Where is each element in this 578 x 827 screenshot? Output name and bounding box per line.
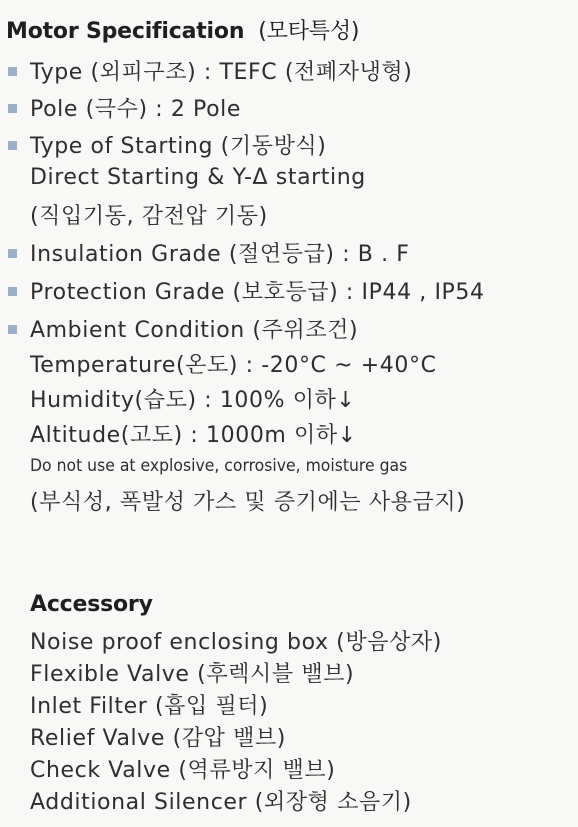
- spec-starting-detail: Direct Starting & Y-Δ starting: [30, 165, 366, 190]
- bullet-icon: [8, 249, 17, 258]
- bullet-icon: [8, 325, 17, 334]
- motor-spec-title-en: Motor Specification: [6, 19, 245, 44]
- accessory-title: Accessory: [30, 592, 153, 617]
- bullet-icon: [8, 67, 17, 76]
- spec-starting-detail-kr: (직입기동, 감전압 기동): [30, 204, 268, 229]
- spec-warning: Do not use at explosive, corrosive, moisture gas: [30, 456, 408, 476]
- spec-insulation: Insulation Grade (절연등급) : B . F: [30, 242, 410, 267]
- bullet-icon: [8, 104, 17, 113]
- spec-humidity: Humidity(습도) : 100% 이하↓: [30, 388, 356, 413]
- motor-spec-title-kr: (모타특성): [258, 19, 360, 44]
- bullet-icon: [8, 141, 17, 150]
- spec-warning-kr: (부식성, 폭발성 가스 및 증기에는 사용금지): [30, 490, 466, 515]
- spec-ambient: Ambient Condition (주위조건): [30, 318, 359, 343]
- spec-altitude: Altitude(고도) : 1000m 이하↓: [30, 423, 357, 448]
- spec-temperature: Temperature(온도) : -20°C ~ +40°C: [30, 353, 437, 378]
- accessory-item: Check Valve (역류방지 밸브): [30, 758, 336, 783]
- spec-protection: Protection Grade (보호등급) : IP44 , IP54: [30, 280, 485, 305]
- motor-spec-title: [6, 14, 359, 45]
- bullet-icon: [8, 287, 17, 296]
- accessory-item: Additional Silencer (외장형 소음기): [30, 790, 412, 815]
- spec-starting: Type of Starting (기동방식): [30, 134, 327, 159]
- accessory-item: Flexible Valve (후렉시블 밸브): [30, 662, 355, 687]
- accessory-item: Inlet Filter (흡입 필터): [30, 694, 269, 719]
- spec-pole: Pole (극수) : 2 Pole: [30, 97, 242, 122]
- spec-type: Type (외피구조) : TEFC (전폐자냉형): [30, 60, 413, 85]
- accessory-item: Relief Valve (감압 밸브): [30, 726, 286, 751]
- accessory-item: Noise proof enclosing box (방음상자): [30, 630, 442, 655]
